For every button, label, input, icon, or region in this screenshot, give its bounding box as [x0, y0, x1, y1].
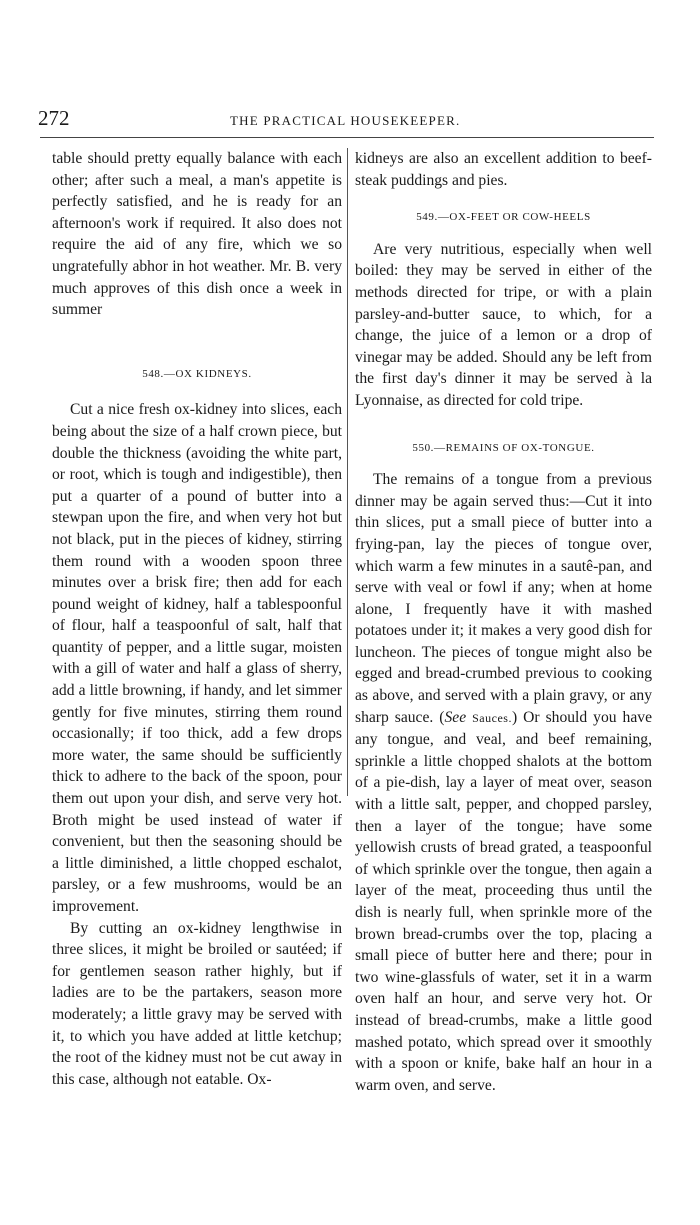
running-head: THE PRACTICAL HOUSEKEEPER. — [230, 113, 461, 128]
column-divider — [347, 148, 348, 796]
carryover-paragraph: table should pretty equally balance with each other; after such a meal, a man's appetite is perfectly satisfied, and he is ready for an afternoon's work if required. It also does not require the aid of any fire, which we so ungratefully abhor in hot weather. Mr. B. very much approves of this dish once a week in summer — [52, 150, 342, 319]
right-column — [355, 148, 652, 1096]
header-rule — [40, 137, 654, 138]
recipe-heading-549: 549.—OX-FEET OR COW-HEELS — [416, 211, 591, 224]
recipe-heading-550: 550.—REMAINS OF OX-TONGUE. — [412, 441, 595, 454]
page-number: 272 — [38, 106, 70, 130]
recipe-548-paragraph-1: Cut a nice fresh ox-kidney into slices, each being about the size of a half crown piece, but double the thickness (avoiding the white part, or root, which is tough and indigestible), then put a quarter of a pound of butter into a stewpan upon the fire, and when very hot but not black, put in the pieces of kidney, stirring them round with a wooden spoon three minutes over a brisk fire; then add for each pound weight of kidney, half a tablespoonful of flour, half a teaspoonful of salt, half that quantity of pepper, and a little sugar, moisten with a gill of water and half a glass of sherry, add a little browning, if handy, and let simmer gently for five minutes, stirring them round occasionally; if too thick, add a few drops more water, the same should be sufficiently thick to adhere to the back of the spoon, pour them out upon your dish, and serve very hot. Broth might be used instead of water if convenient, but then the seasoning should be a little diminished, a little chopped eschalot, parsley, or a few mushrooms, would be an improvement. — [52, 401, 342, 915]
recipe-heading-548: 548.—OX KIDNEYS. — [142, 367, 252, 380]
recipe-550-paragraph: The remains of a tongue from a previous dinner may be again served thus:—Cut it into thin slices, put a small piece of butter into a frying-pan, lay the pieces of tongue over, which warm a few minutes in a sautê-pan, and serve with veal or fowl if any; when at home alone, I frequently have it with mashed potatoes under it; it makes a very good dish for luncheon. The pieces of tongue might also be egged and bread-crumbed previous to cooking as above, and served with a plain gravy, or any sharp sauce. (See Sauces.) Or should you have any tongue, and veal, and beef remaining, sprinkle a little chopped shalots at the bottom of a pie-dish, lay a layer of meat over, season with a little salt, pepper, and chopped parsley, then a layer of the tongue; have some yellowish crusts of bread grated, a teaspoonful of which sprinkle over the tongue, then again a layer of the meat, proceeding thus until the dish is nearly full, when sprinkle more of the brown bread-crumbs over the top, placing a small piece of butter here and there; pour in two wine-glassfuls of water, set it in a warm oven half an hour, and serve very hot. Or instead of bread-crumbs, make a little good mashed potato, which spread over it smoothly with a spoon or knife, bake half an hour in a warm oven, and serve. — [355, 471, 652, 1094]
left-column — [52, 148, 342, 1090]
recipe-548-paragraph-2: By cutting an ox-kidney lengthwise in three slices, it might be broiled or sautéed; if for gentlemen season rather highly, but if ladies are to be the partakers, season more moderately; a little gravy may be served with it, to which you have added at little ketchup; the root of the kidney must not be cut away in this case, although not eatable. Ox- — [52, 919, 342, 1088]
recipe-549-paragraph: Are very nutritious, especially when well boiled: they may be served in either of the methods directed for tripe, or with a plain parsley-and-butter sauce, to which, for a change, the juice of a lemon or a drop of vinegar may be added. Should any be left from the first day's dinner it may be served à la Lyonnaise, as directed for cold tripe. — [355, 240, 652, 409]
see-reference-target: Sauces. — [472, 710, 512, 725]
recipe-550-text-part-2: Or should you have any tongue, and veal, and beef remaining, sprinkle a little chopped shalots at the bottom of a pie-dish, lay a layer of meat over, season with a little salt, pepper, and chopped parsley, then a layer of the tongue; have some yellowish crusts of bread grated, a teaspoonful of which sprinkle over the tongue, then again a layer of the meat, proceeding thus until the dish is nearly full, when sprinkle more of the brown bread-crumbs over the top, placing a small piece of butter here and there; pour in two wine-glassfuls of water, set it in a warm oven half an hour, and serve very hot. Or instead of bread-crumbs, make a little good mashed potato, which spread over it smoothly with a spoon or knife, bake half an hour in a warm oven, and serve. — [355, 708, 652, 1094]
recipe-550-text-part-1: The remains of a tongue from a previous dinner may be again served thus:—Cut it into thin slices, put a small piece of butter into a frying-pan, lay the pieces of tongue over, which warm a few minutes in a sautê-pan, and serve with veal or fowl if any; when at home alone, I frequently have it with mashed potatoes under it; it makes a very good dish for luncheon. The pieces of tongue might also be egged and bread-crumbed previous to cooking as above, and served with a plain gravy, or any sharp sauce. — [355, 471, 652, 726]
see-reference-word: See — [444, 708, 467, 726]
carryover-paragraph-right: kidneys are also an excellent addition to beef-steak puddings and pies. — [355, 150, 652, 189]
